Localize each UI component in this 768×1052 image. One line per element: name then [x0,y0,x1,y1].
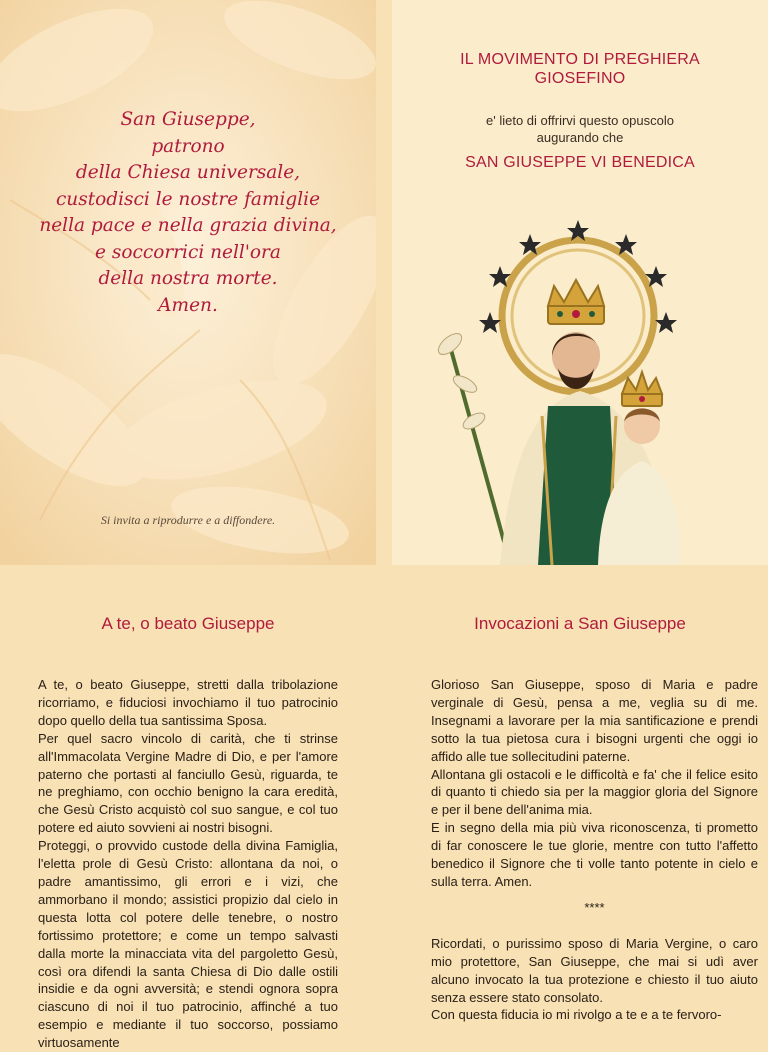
cover-title-line: GIOSEFINO [534,70,626,87]
prayer-paragraph: Per quel sacro vincolo di carità, che ti strinse all'Immacolata Vergine Madre di Dio, e per l'amore paterno che portasti al fanciullo Gesù, riguarda, te ne preghiamo, con occhio benigno la cara eredità, che Gesù Cristo acquistò col suo sangue, e col tuo potere ed aiuto sovvieni ai nostri bisogni. [38,730,338,836]
invocation-paragraph: Ricordati, o purissimo sposo di Maria Vergine, o caro mio protettore, San Giuseppe, che mai si udì aver alcuno invocato la tua protezione e chiesto il tuo aiuto senza essere stato consolato. [431,935,758,1005]
prayer-line: custodisci le nostre famiglie [55,188,321,210]
cover-intro-line: augurando che [536,130,624,145]
prayer-line: della Chiesa universale, [75,162,301,183]
prayer-line: e soccorrici nell'ora [95,241,281,263]
cover-intro-line: e' lieto di offrirvi questo opuscolo [486,113,674,128]
invocations-body-text [431,676,758,1024]
prayer-line: San Giuseppe, [120,109,256,130]
cover-blessing: SAN GIUSEPPE VI BENEDICA [465,154,695,171]
invocation-paragraph: Glorioso San Giuseppe, sposo di Maria e padre verginale di Gesù, pensa a me, veglia su di me. Insegnami a lavorare per la mia santificazione e prendi sotto la tua pietosa cura i bisogni urgenti che oggi io affido alle tue sollecitudini paterne. [431,677,758,764]
prayer-line: nella pace e nella grazia divina, [39,215,337,236]
cover-panel [392,0,768,565]
prayer-body-text [38,676,338,1052]
prayer-line: della nostra morte. [98,268,278,289]
prayer-line: Amen. [158,294,218,316]
cover-intro [392,112,768,146]
invite-note: Si invita a riprodurre e a diffondere. [100,513,276,527]
cover-title-line: IL MOVIMENTO DI PREGHIERA [460,51,700,68]
saint-joseph-statue-image [430,216,715,565]
prayer-paragraph: Proteggi, o provvido custode della divina Famiglia, l'eletta prole di Gesù Cristo: allontana da noi, o padre amantissimo, gli errori e i vizi, che ammorbano il mondo; assistici propizio dal cielo in questa lotta col potere delle tenebre, o nostro fortissimo protettore; e come un tempo salvasti dalla morte la minacciata vita del pargoletto Gesù, così ora difendi la santa Chiesa di Dio dalle ostili insidie e da ogni avversità; e stendi ognora sopra ciascuno di noi il tuo patrocinio, affinché a tuo esempio e mediante il tuo soccorso, possiamo virtuosamente [38,838,338,1051]
prayer-line: patrono [151,135,225,157]
separator-stars: **** [584,899,605,915]
section-title-a-te: A te, o beato Giuseppe [101,614,275,633]
prayer-paragraph: A te, o beato Giuseppe, stretti dalla tribolazione ricorriamo, e fiduciosi invochiamo il tuo patrocinio dopo quello della tua santissima Sposa. [38,677,338,728]
invocation-paragraph: Con questa fiducia io mi rivolgo a te e a te fervoro- [431,1007,722,1023]
section-title-invocazioni: Invocazioni a San Giuseppe [474,614,686,633]
invocation-paragraph: Allontana gli ostacoli e le difficoltà e fa' che il felice esito di quanto ti chiedo sia per la maggior gloria del Signore e per il bene dell'anima mia. [431,766,758,818]
prayer-text [0,107,376,319]
cover-title [392,50,768,88]
invocation-paragraph: E in segno della mia più viva riconoscenza, ti prometto di far conoscere le tue glorie, mentre con tutto l'affetto benedico il Signore che ti volle tanto potente in cielo e sulla terra. Amen. [431,820,758,889]
prayer-panel [0,0,376,565]
